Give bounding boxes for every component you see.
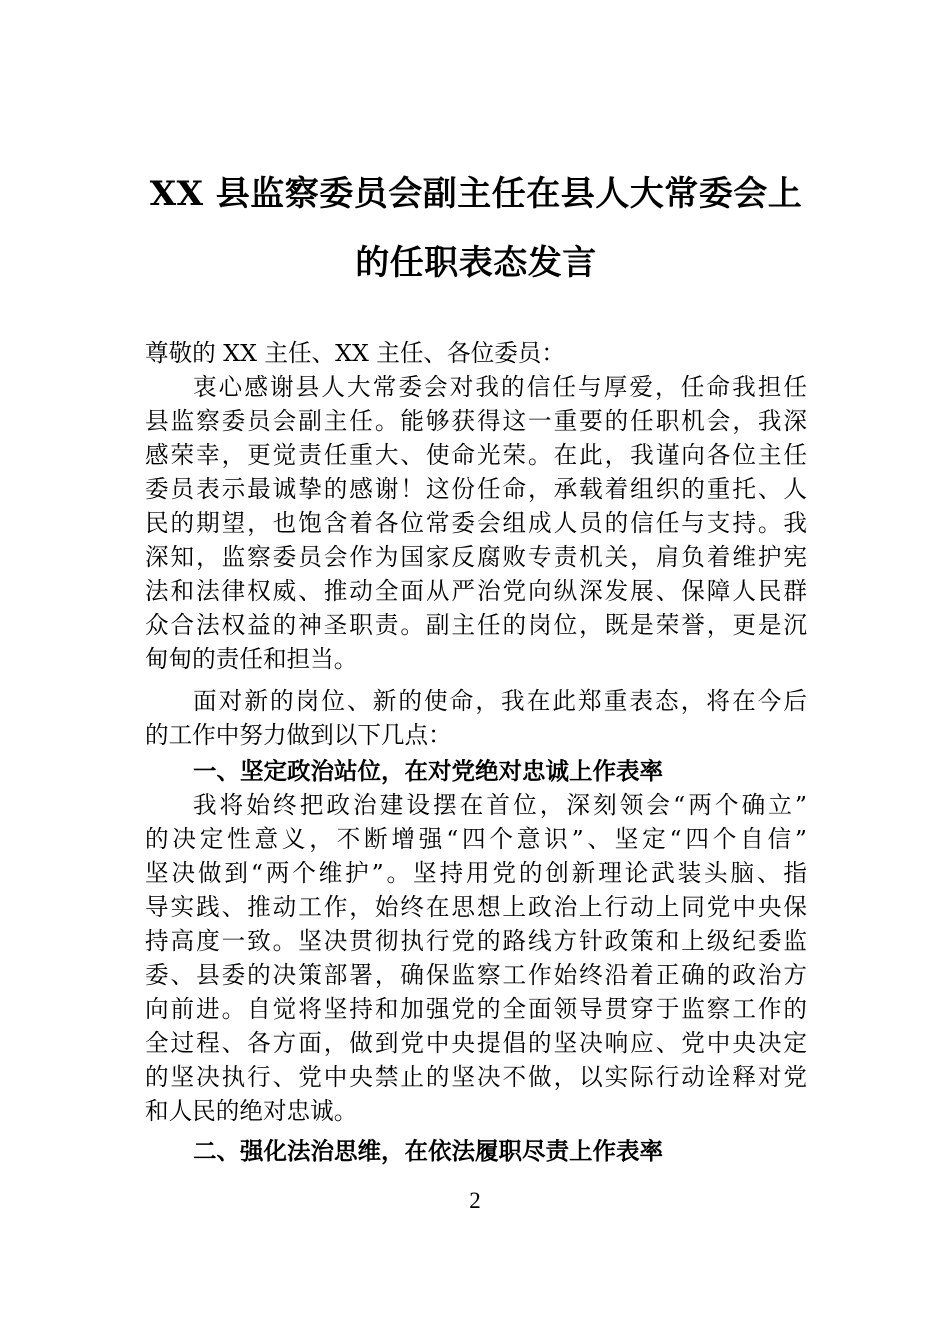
section-heading-2: 二、强化法治思维，在依法履职尽责上作表率	[193, 1137, 663, 1165]
paragraph-2-line: 面对新的岗位、新的使命，我在此郑重表态，将在今后	[193, 687, 807, 715]
section-heading-1: 一、坚定政治站位，在对党绝对忠诚上作表率	[193, 757, 663, 785]
paragraph-1-line: 县监察委员会副主任。能够获得这一重要的任职机会，我深	[145, 407, 807, 435]
page-number: 2	[469, 1188, 481, 1213]
paragraph-3-line: 的坚决执行、党中央禁止的坚决不做，以实际行动诠释对党	[145, 1063, 807, 1091]
paragraph-1-line: 甸甸的责任和担当。	[145, 645, 358, 673]
paragraph-1-line: 深知，监察委员会作为国家反腐败专责机关，肩负着维护宪	[145, 543, 807, 571]
document-title-line-1: XX 县监察委员会副主任在县人大常委会上	[149, 174, 803, 214]
paragraph-3-line: 委、县委的决策部署，确保监察工作始终沿着正确的政治方	[145, 961, 807, 989]
paragraph-1-line: 委员表示最诚挚的感谢！这份任命，承载着组织的重托、人	[145, 475, 807, 503]
paragraph-1-line: 法和法律权威、推动全面从严治党向纵深发展、保障人民群	[145, 577, 807, 605]
paragraph-3-line: 向前进。自觉将坚持和加强党的全面领导贯穿于监察工作的	[145, 995, 807, 1023]
paragraph-3-line: 的决定性意义，不断增强“四个意识”、坚定“四个自信”	[145, 825, 807, 853]
paragraph-3-line: 持高度一致。坚决贯彻执行党的路线方针政策和上级纪委监	[145, 927, 807, 955]
paragraph-1-line: 感荣幸，更觉责任重大、使命光荣。在此，我谨向各位主任	[145, 441, 807, 469]
paragraph-2-line: 的工作中努力做到以下几点：	[145, 721, 452, 749]
paragraph-1-line: 民的期望，也饱含着各位常委会组成人员的信任与支持。我	[145, 509, 807, 537]
paragraph-1-line: 众合法权益的神圣职责。副主任的岗位，既是荣誉，更是沉	[145, 611, 807, 639]
document-title-line-2: 的任职表态发言	[355, 243, 597, 283]
paragraph-3-line: 坚决做到“两个维护”。坚持用党的创新理论武装头脑、指	[145, 859, 807, 887]
paragraph-3-line: 我将始终把政治建设摆在首位，深刻领会“两个确立”	[193, 791, 807, 819]
paragraph-3-line: 导实践、推动工作，始终在思想上政治上行动上同党中央保	[145, 893, 807, 921]
paragraph-3-line: 全过程、各方面，做到党中央提倡的坚决响应、党中央决定	[145, 1029, 807, 1057]
paragraph-3-line: 和人民的绝对忠诚。	[145, 1097, 358, 1125]
salutation: 尊敬的 XX 主任、XX 主任、各位委员：	[145, 339, 565, 367]
paragraph-1-line: 衷心感谢县人大常委会对我的信任与厚爱，任命我担任	[193, 373, 807, 401]
